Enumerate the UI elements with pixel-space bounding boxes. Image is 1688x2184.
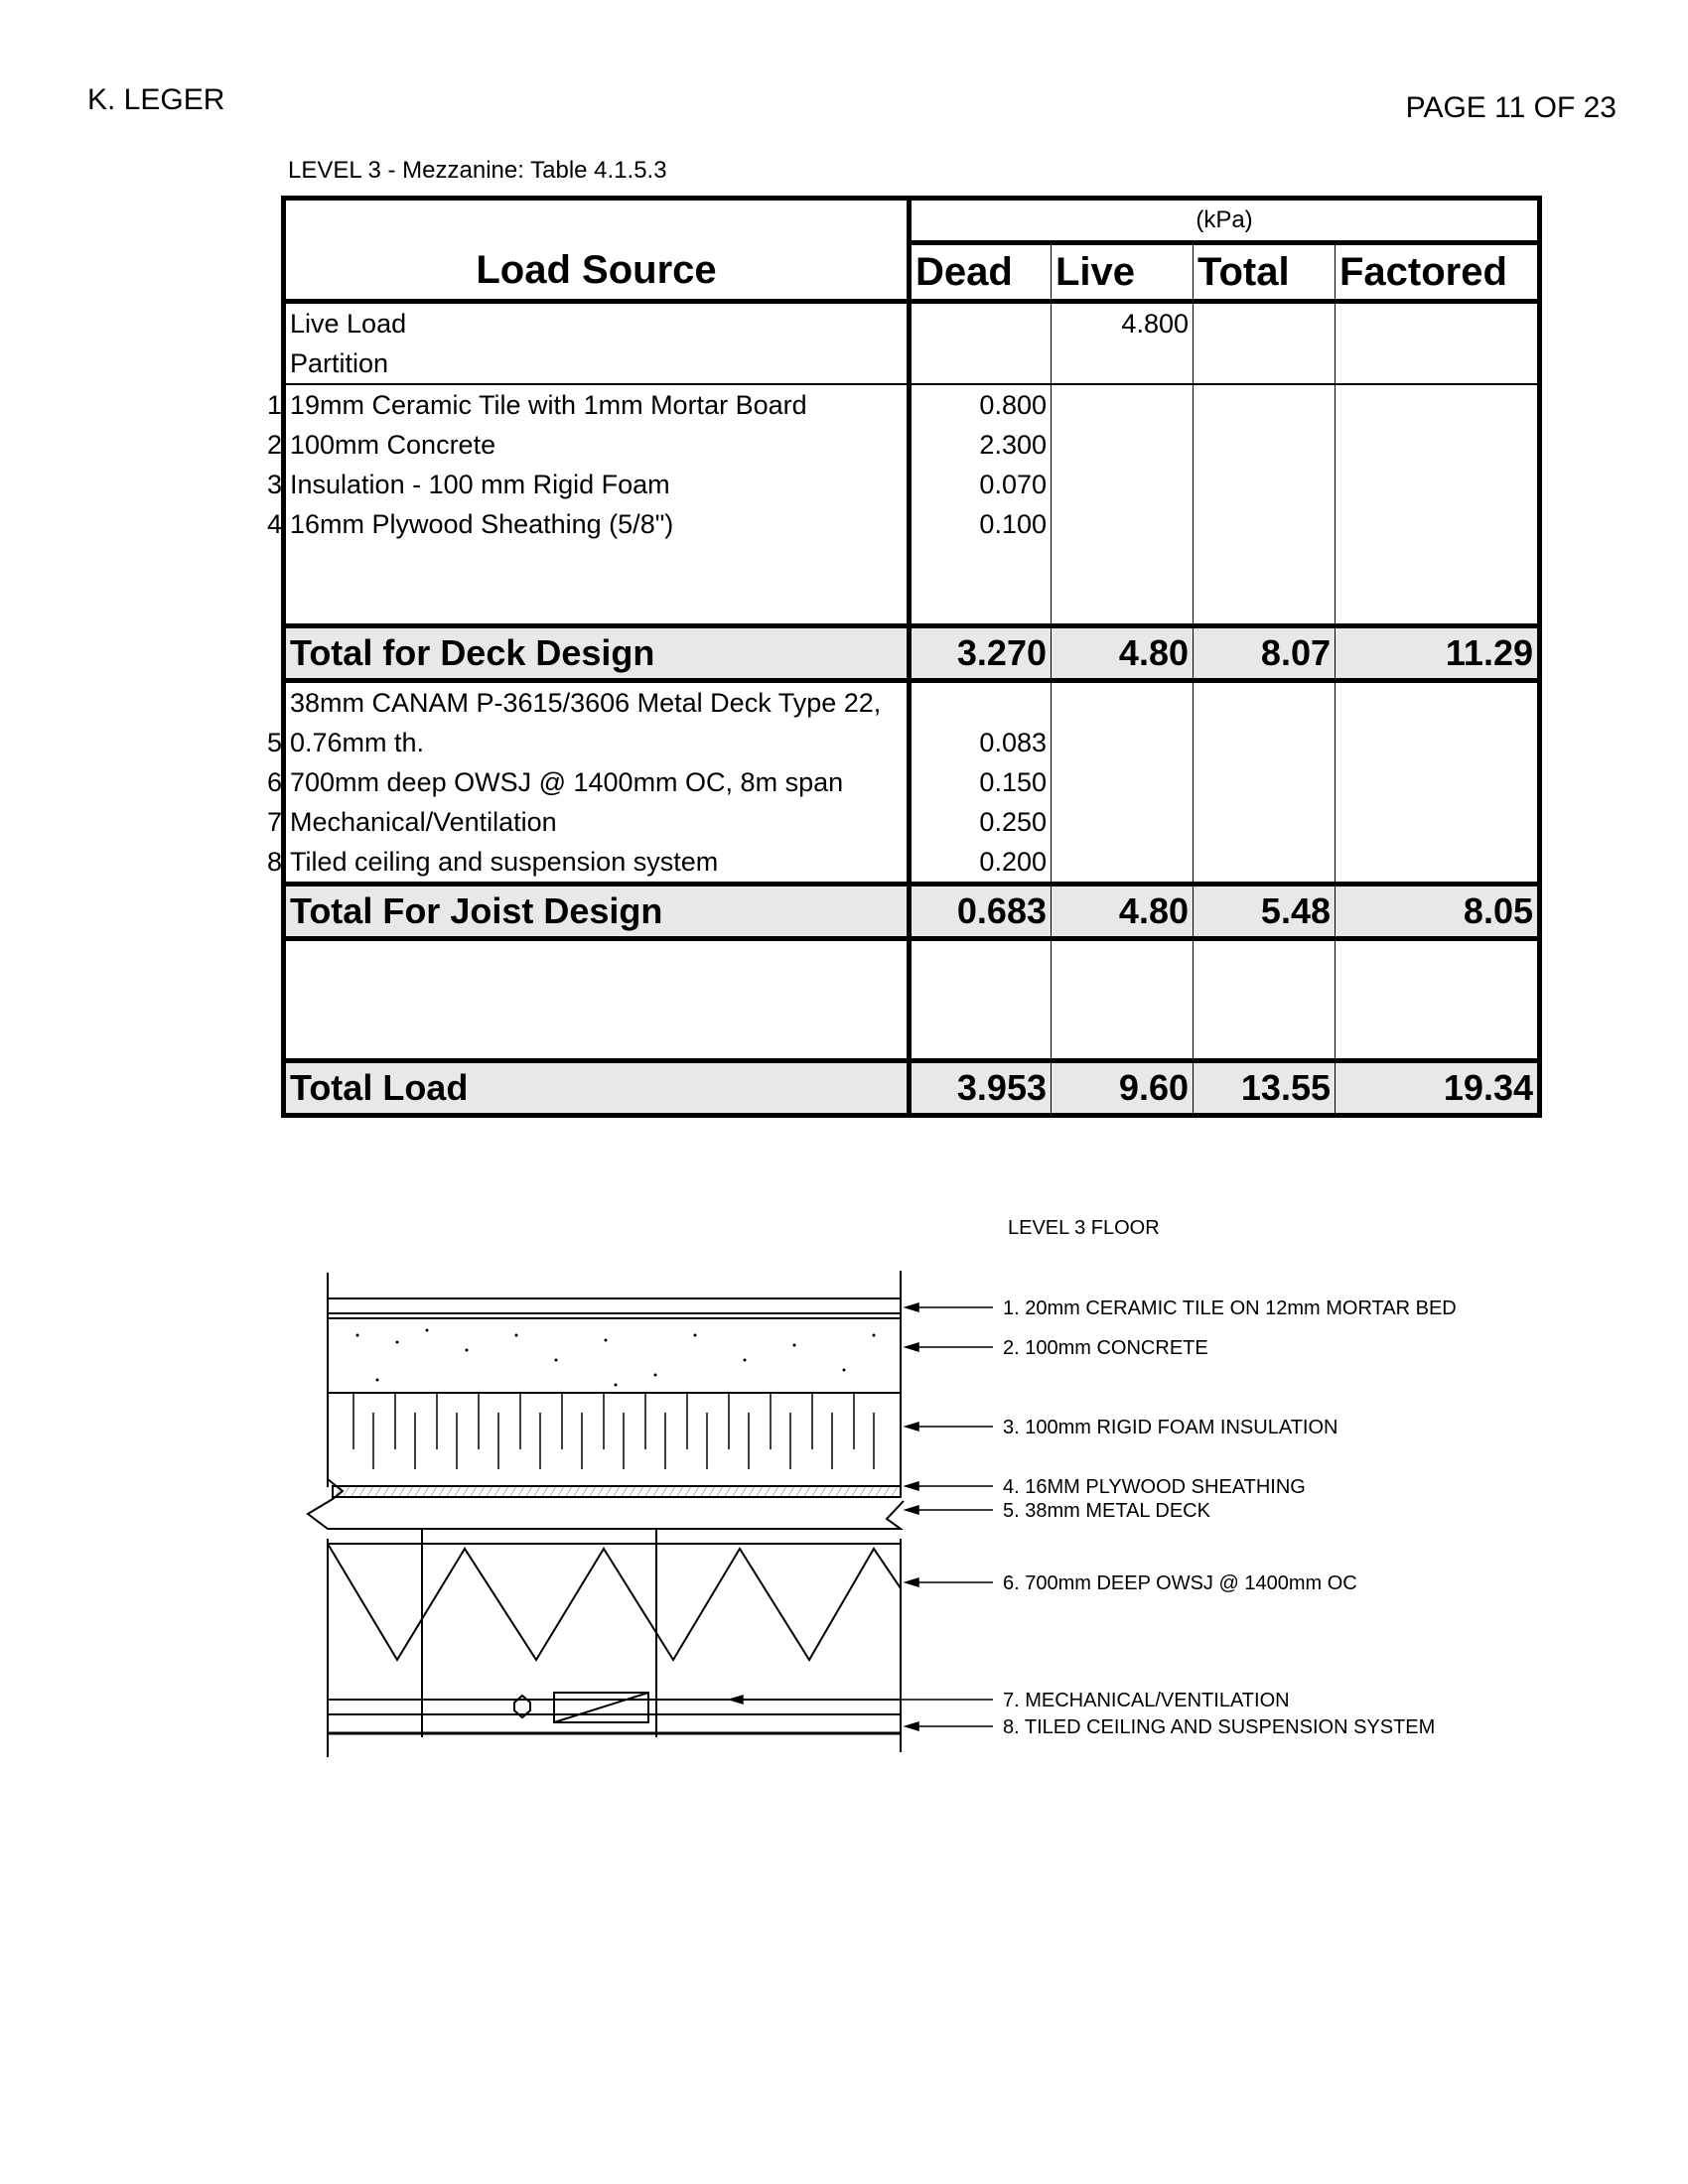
dead-value: 3.270 bbox=[910, 626, 1052, 681]
callout-3: 3. 100mm RIGID FOAM INSULATION bbox=[1003, 1417, 1338, 1438]
row-label: Total Load bbox=[284, 1061, 910, 1116]
table-row bbox=[284, 723, 1540, 762]
dead-value bbox=[910, 681, 1052, 724]
author-name: K. LEGER bbox=[87, 83, 225, 116]
dead-value: 0.150 bbox=[910, 762, 1052, 802]
row-label: Total for Deck Design bbox=[284, 626, 910, 681]
live-value: 4.80 bbox=[1052, 885, 1194, 939]
header-factored: Factored bbox=[1336, 243, 1540, 302]
callout-2: 2. 100mm CONCRETE bbox=[1003, 1337, 1208, 1359]
row-number: 7 bbox=[266, 807, 282, 837]
row-number: 4 bbox=[266, 509, 282, 539]
row-number: 1 bbox=[266, 390, 282, 420]
live-value: 4.80 bbox=[1052, 626, 1194, 681]
row-label: 100mm Concrete bbox=[290, 430, 496, 460]
table-row bbox=[284, 681, 1540, 724]
deck-total-row bbox=[284, 626, 1540, 681]
row-number: 3 bbox=[266, 470, 282, 499]
header-live: Live bbox=[1052, 243, 1194, 302]
total-value: 13.55 bbox=[1194, 1061, 1336, 1116]
page-number: PAGE 11 OF 23 bbox=[1405, 91, 1617, 124]
row-label: Total For Joist Design bbox=[284, 885, 910, 939]
factored-value: 19.34 bbox=[1336, 1061, 1540, 1116]
units-header: (kPa) bbox=[910, 199, 1540, 243]
row-label: 700mm deep OWSJ @ 1400mm OC, 8m span bbox=[290, 767, 844, 797]
table-row bbox=[284, 343, 1540, 384]
total-value: 5.48 bbox=[1194, 885, 1336, 939]
row-label: Live Load bbox=[290, 309, 407, 339]
row-label: 38mm CANAM P-3615/3606 Metal Deck Type 22, bbox=[290, 688, 882, 718]
header-total: Total bbox=[1194, 243, 1336, 302]
dead-value: 0.200 bbox=[910, 842, 1052, 885]
dead-value: 2.300 bbox=[910, 425, 1052, 465]
callout-4: 4. 16MM PLYWOOD SHEATHING bbox=[1003, 1476, 1306, 1498]
total-value: 8.07 bbox=[1194, 626, 1336, 681]
grand-total-row bbox=[284, 1061, 1540, 1116]
dead-value bbox=[910, 302, 1052, 344]
callout-1: 1. 20mm CERAMIC TILE ON 12mm MORTAR BED bbox=[1003, 1297, 1457, 1319]
factored-value: 11.29 bbox=[1336, 626, 1540, 681]
row-number: 2 bbox=[266, 430, 282, 460]
live-value bbox=[1052, 343, 1194, 384]
table-row bbox=[284, 842, 1540, 885]
row-number: 8 bbox=[266, 847, 282, 877]
callout-7: 7. MECHANICAL/VENTILATION bbox=[1003, 1690, 1290, 1711]
live-value: 4.800 bbox=[1052, 302, 1194, 344]
live-value: 9.60 bbox=[1052, 1061, 1194, 1116]
header-blank bbox=[284, 199, 910, 243]
table-row bbox=[284, 302, 1540, 344]
dead-value: 0.683 bbox=[910, 885, 1052, 939]
row-label: 0.76mm th. bbox=[290, 728, 425, 757]
header-load-source: Load Source bbox=[284, 243, 910, 302]
table-row bbox=[284, 384, 1540, 425]
callout-8: 8. TILED CEILING AND SUSPENSION SYSTEM bbox=[1003, 1716, 1436, 1738]
table-row bbox=[284, 762, 1540, 802]
table-row bbox=[284, 425, 1540, 465]
dead-value: 0.100 bbox=[910, 504, 1052, 544]
row-label: 16mm Plywood Sheathing (5/8") bbox=[290, 509, 674, 539]
callout-5: 5. 38mm METAL DECK bbox=[1003, 1500, 1210, 1522]
row-label: 19mm Ceramic Tile with 1mm Mortar Board bbox=[290, 390, 807, 420]
row-label: Mechanical/Ventilation bbox=[290, 807, 557, 837]
table-row bbox=[284, 465, 1540, 504]
dead-value: 0.083 bbox=[910, 723, 1052, 762]
row-number: 6 bbox=[266, 767, 282, 797]
load-table bbox=[266, 196, 1542, 1118]
row-number: 5 bbox=[266, 728, 282, 757]
row-label: Tiled ceiling and suspension system bbox=[290, 847, 719, 877]
dead-value: 0.800 bbox=[910, 384, 1052, 425]
factored-value: 8.05 bbox=[1336, 885, 1540, 939]
drawing-title: LEVEL 3 FLOOR bbox=[1008, 1217, 1160, 1239]
table-row bbox=[284, 504, 1540, 544]
dead-value: 0.250 bbox=[910, 802, 1052, 842]
dead-value: 3.953 bbox=[910, 1061, 1052, 1116]
floor-section-drawing bbox=[298, 1211, 1489, 1787]
table-caption: LEVEL 3 - Mezzanine: Table 4.1.5.3 bbox=[288, 157, 667, 184]
dead-value: 0.070 bbox=[910, 465, 1052, 504]
joist-total-row bbox=[284, 885, 1540, 939]
callout-6: 6. 700mm DEEP OWSJ @ 1400mm OC bbox=[1003, 1572, 1357, 1594]
header-dead: Dead bbox=[910, 243, 1052, 302]
table-row bbox=[284, 802, 1540, 842]
dead-value bbox=[910, 343, 1052, 384]
row-label: Partition bbox=[290, 348, 389, 378]
row-label: Insulation - 100 mm Rigid Foam bbox=[290, 470, 670, 499]
